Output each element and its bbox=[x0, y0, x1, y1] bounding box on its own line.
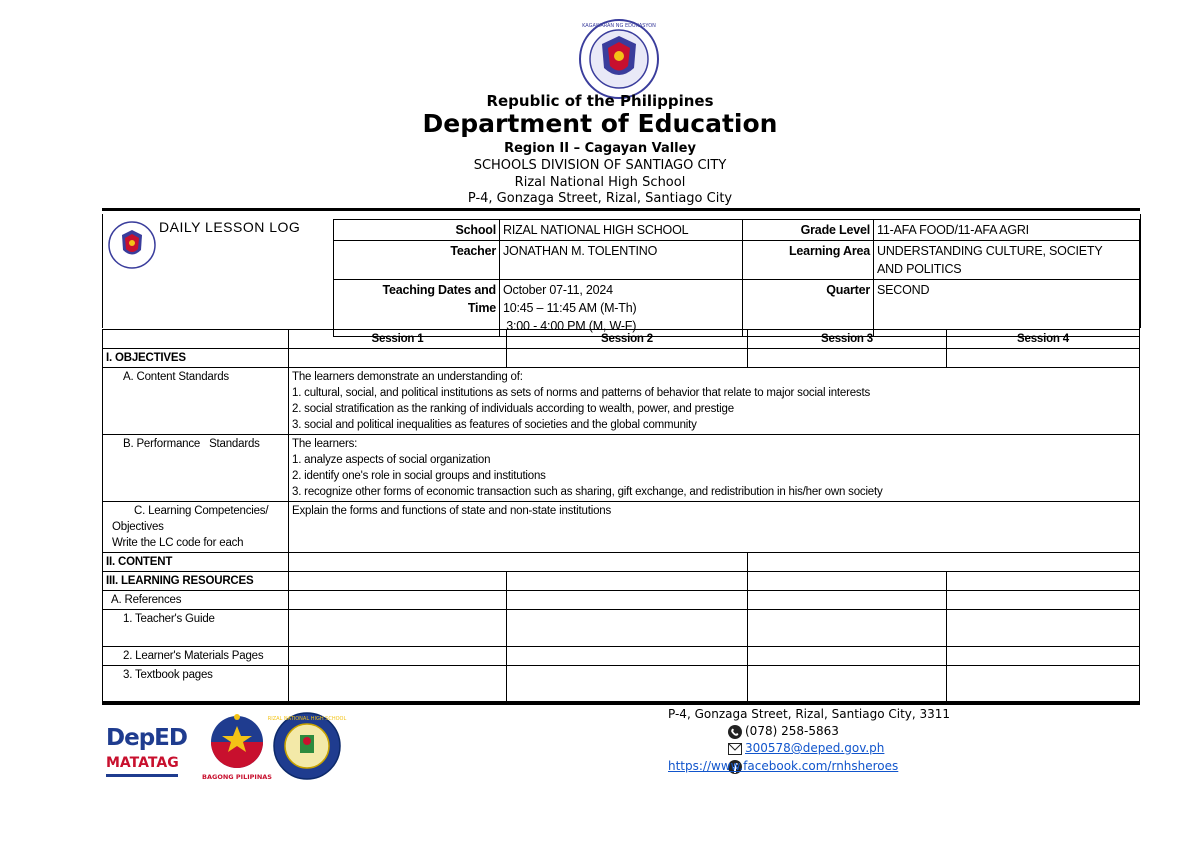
competencies-line-2: Objectives bbox=[112, 521, 164, 533]
session-3-header: Session 3 bbox=[748, 330, 947, 349]
info-table bbox=[333, 219, 1140, 337]
matatag-logo-text: MATATAG bbox=[106, 755, 179, 771]
footer-facebook-link[interactable]: https://www.facebook.com/rnhsheroes bbox=[668, 759, 899, 773]
teacher-value: JONATHAN M. TOLENTINO bbox=[500, 241, 743, 280]
matatag-underline bbox=[106, 774, 178, 777]
dates-value bbox=[500, 280, 743, 337]
school-value: RIZAL NATIONAL HIGH SCHOOL bbox=[500, 220, 743, 241]
cs-line: 1. cultural, social, and political institutions as sets of norms and patterns of behavior that relate to major social interests bbox=[292, 387, 871, 399]
cs-line: 2. social stratification as the ranking of individuals according to wealth, power, and prestige bbox=[292, 403, 734, 415]
dates-label bbox=[334, 280, 500, 337]
email-icon bbox=[728, 743, 742, 755]
ps-line: 2. identify one's role in social groups and institutions bbox=[292, 470, 546, 482]
republic-heading: Republic of the Philippines bbox=[486, 92, 714, 110]
dates-label-line-2: Time bbox=[467, 301, 496, 315]
textbook-pages-label: 3. Textbook pages bbox=[103, 666, 289, 702]
school-label: School bbox=[334, 220, 500, 241]
content-standards-value bbox=[289, 368, 1140, 435]
teacher-label: Teacher bbox=[334, 241, 500, 280]
competencies-value: Explain the forms and functions of state and non-state institutions bbox=[289, 502, 1140, 553]
session-2-header: Session 2 bbox=[507, 330, 748, 349]
dates-line-1: October 07-11, 2024 bbox=[503, 283, 613, 297]
session-corner-cell bbox=[103, 330, 289, 349]
performance-standards-value bbox=[289, 435, 1140, 502]
quarter-value: SECOND bbox=[874, 280, 1140, 337]
region-heading: Region II – Cagayan Valley bbox=[504, 141, 696, 156]
quarter-label: Quarter bbox=[743, 280, 874, 337]
ps-line: The learners: bbox=[292, 438, 358, 450]
footer-address: P-4, Gonzaga Street, Rizal, Santiago City, 3311 bbox=[668, 707, 951, 721]
phone-icon bbox=[728, 725, 742, 739]
ps-line: 3. recognize other forms of economic transaction such as sharing, gift exchange, and redistribution in his/her own society bbox=[292, 486, 883, 498]
bagong-pilipinas-text: BAGONG PILIPINAS bbox=[202, 773, 272, 781]
grade-label: Grade Level bbox=[743, 220, 874, 241]
lesson-table bbox=[102, 329, 1140, 702]
school-heading: Rizal National High School bbox=[514, 175, 686, 190]
performance-standards-label: B. Performance Standards bbox=[103, 435, 289, 502]
learning-area-value bbox=[874, 241, 1140, 280]
footer-divider bbox=[102, 702, 1140, 705]
objectives-heading: I. OBJECTIVES bbox=[103, 349, 289, 368]
deped-small-seal-icon bbox=[107, 220, 157, 270]
cs-line: 3. social and political inequalities as features of societies and the global community bbox=[292, 419, 697, 431]
address-heading: P-4, Gonzaga Street, Rizal, Santiago City bbox=[467, 191, 733, 206]
references-label: A. References bbox=[103, 591, 289, 610]
footer-email-link[interactable]: 300578@deped.gov.ph bbox=[745, 741, 885, 755]
lesson-log-title: DAILY LESSON LOG bbox=[159, 219, 301, 235]
department-heading: Department of Education bbox=[422, 109, 778, 138]
learning-area-line-1: UNDERSTANDING CULTURE, SOCIETY bbox=[877, 244, 1103, 258]
dates-line-2: 10:45 – 11:45 AM (M-Th) bbox=[503, 301, 637, 315]
grade-value: 11-AFA FOOD/11-AFA AGRI bbox=[874, 220, 1140, 241]
cs-line: The learners demonstrate an understanding of: bbox=[292, 371, 523, 383]
bagong-pilipinas-logo-icon bbox=[204, 712, 270, 770]
content-heading: II. CONTENT bbox=[103, 553, 289, 572]
learning-area-label: Learning Area bbox=[743, 241, 874, 280]
session-4-header: Session 4 bbox=[947, 330, 1140, 349]
competencies-line-3: Write the LC code for each bbox=[112, 537, 244, 549]
dates-line-3: 3:00 - 4:00 PM (M, W-F) bbox=[503, 319, 637, 333]
dates-label-line-1: Teaching Dates and bbox=[382, 283, 496, 297]
division-heading: SCHOOLS DIVISION OF SANTIAGO CITY bbox=[473, 158, 727, 173]
session-1-header: Session 1 bbox=[289, 330, 507, 349]
competencies-line-1: C. Learning Competencies/ bbox=[134, 505, 269, 517]
learners-materials-label: 2. Learner's Materials Pages bbox=[103, 647, 289, 666]
deped-seal-icon bbox=[578, 18, 660, 100]
deped-logo-text: DepED bbox=[106, 725, 187, 751]
ps-line: 1. analyze aspects of social organization bbox=[292, 454, 491, 466]
competencies-label bbox=[103, 502, 289, 553]
deped-matatag-logo bbox=[106, 726, 186, 777]
seal-text: KAGAWARAN NG EDUKASYON bbox=[582, 23, 656, 29]
learning-resources-heading: III. LEARNING RESOURCES bbox=[103, 572, 289, 591]
header-divider bbox=[102, 208, 1140, 211]
content-standards-label: A. Content Standards bbox=[103, 368, 289, 435]
teachers-guide-label: 1. Teacher's Guide bbox=[103, 610, 289, 647]
rnhs-seal-icon bbox=[267, 711, 347, 781]
learning-area-line-2: AND POLITICS bbox=[877, 262, 962, 276]
rnhs-seal-text: RIZAL NATIONAL HIGH SCHOOL bbox=[267, 716, 347, 722]
lesson-log-info bbox=[102, 214, 1141, 333]
footer-phone: (078) 258-5863 bbox=[745, 724, 839, 738]
